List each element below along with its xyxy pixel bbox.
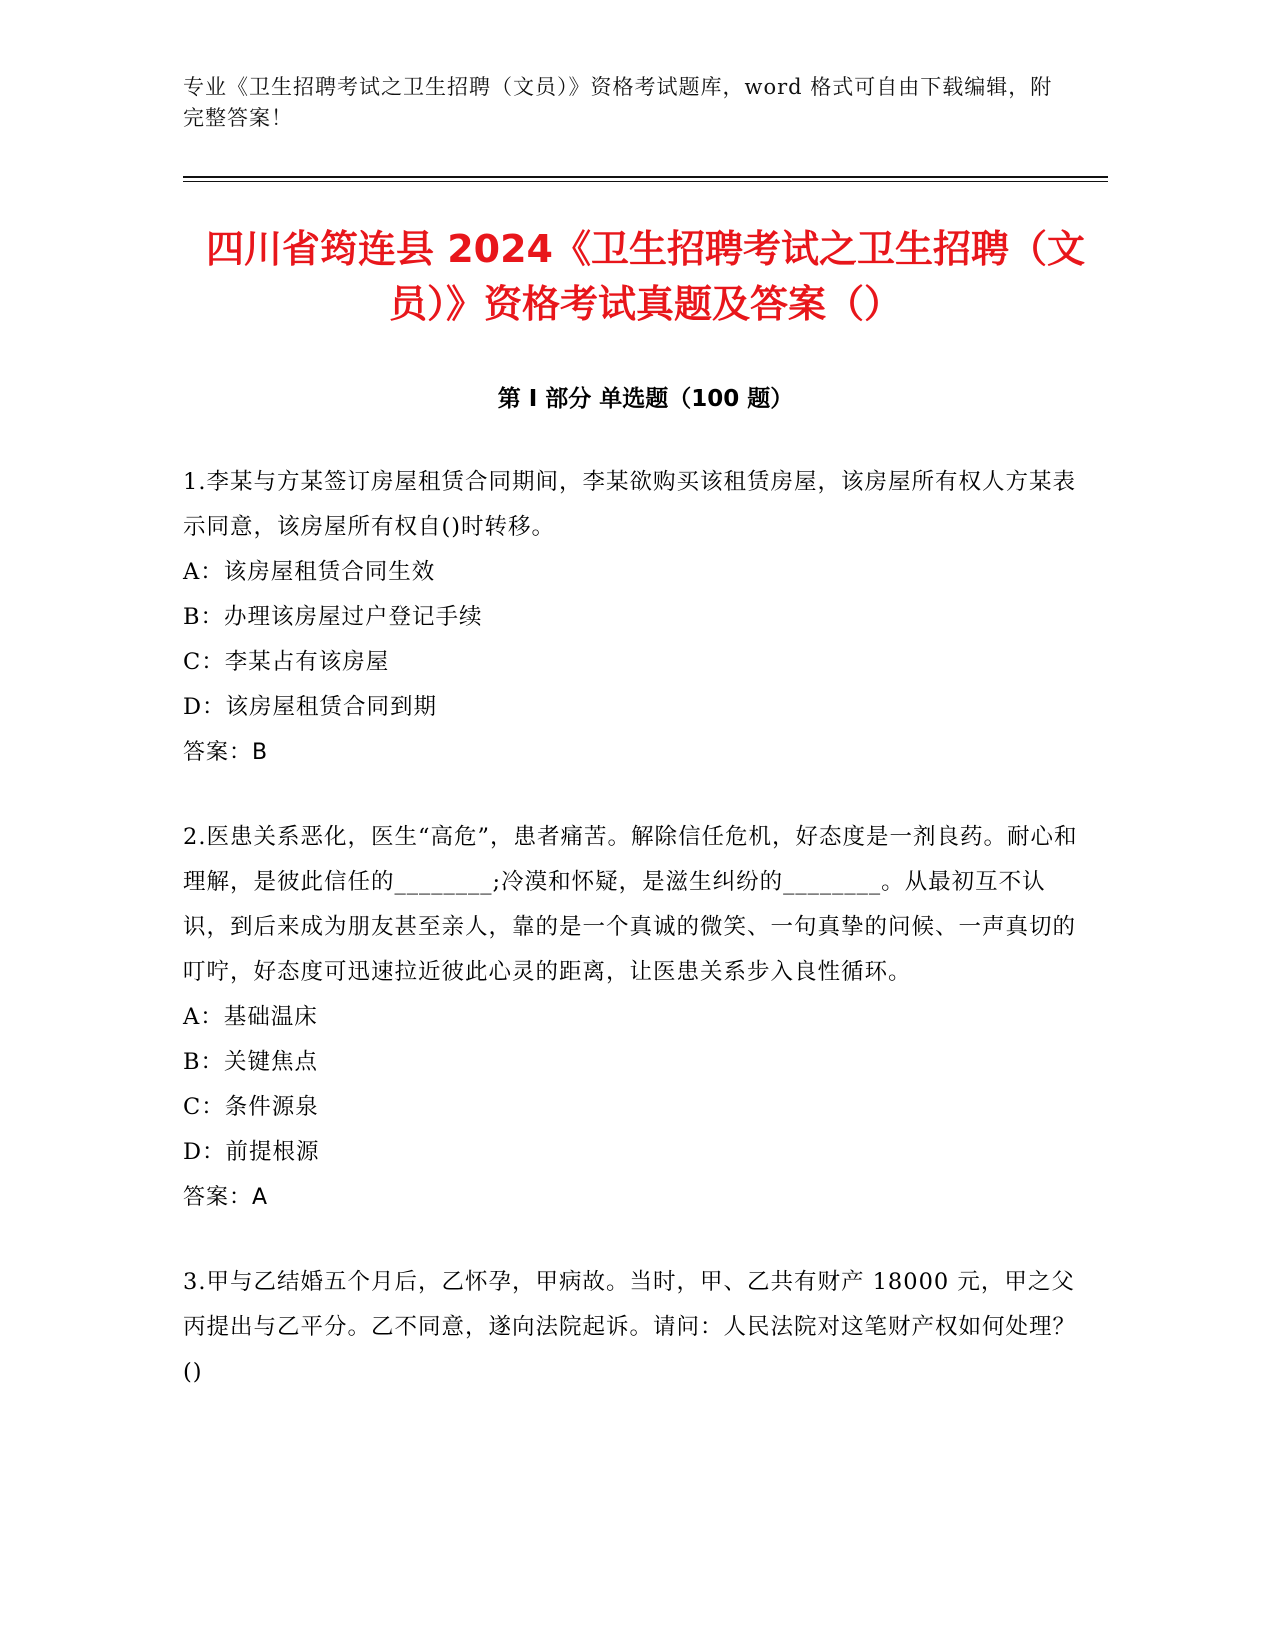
question-1: [183, 460, 1078, 775]
option-c: C：条件源泉: [183, 1094, 319, 1120]
document-header: 专业《卫生招聘考试之卫生招聘（文员）》资格考试题库，word 格式可自由下载编辑，附完整答案！: [183, 75, 1053, 130]
option-a: A：该房屋租赁合同生效: [183, 559, 436, 585]
header-rule-thin: [183, 181, 1108, 182]
question-text: 1.李某与方某签订房屋租赁合同期间，李某欲购买该租赁房屋，该房屋所有权人方某表示同意，该房屋所有权自()时转移。: [183, 469, 1076, 540]
option-a: A：基础温床: [183, 1004, 318, 1030]
option-d: D：该房屋租赁合同到期: [183, 694, 438, 720]
option-b: B：关键焦点: [183, 1049, 319, 1075]
answer: 答案：B: [183, 740, 269, 765]
question-3: [183, 1260, 1078, 1395]
document-title: 四川省筠连县 2024《卫生招聘考试之卫生招聘（文员）》资格考试真题及答案（）: [206, 227, 1085, 326]
option-b: B：办理该房屋过户登记手续: [183, 604, 483, 630]
question-2: [183, 815, 1078, 1220]
question-list: [183, 460, 1078, 1435]
answer: 答案：A: [183, 1185, 269, 1210]
question-text: 3.甲与乙结婚五个月后，乙怀孕，甲病故。当时，甲、乙共有财产 18000 元，甲之父丙提出与乙平分。乙不同意，遂向法院起诉。请问：人民法院对这笔财产权如何处理？(): [183, 1269, 1077, 1385]
option-c: C：李某占有该房屋: [183, 649, 390, 675]
header-rule-thick: [183, 176, 1108, 178]
section-heading: 第 I 部分 单选题（100 题）: [497, 386, 794, 412]
question-text: 2.医患关系恶化，医生“高危”，患者痛苦。解除信任危机，好态度是一剂良药。耐心和理解，是彼此信任的________;冷漠和怀疑，是滋生纠纷的________。从最初互不认识，到后来成为朋友甚至亲人，靠的是一个真诚的微笑、一句真挚的问候、一声真切的叮咛，好态度可迅速拉近彼此心灵的距离，让医患关系步入良性循环。: [183, 824, 1078, 985]
option-d: D：前提根源: [183, 1139, 320, 1165]
